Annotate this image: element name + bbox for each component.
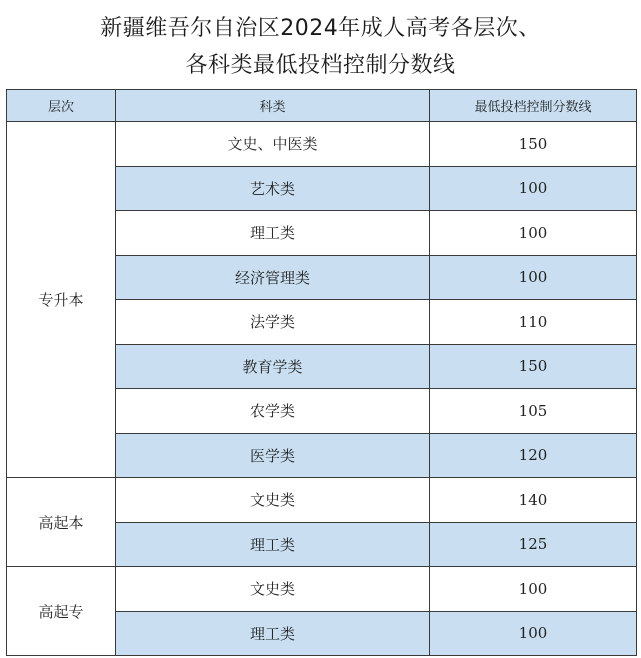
table-row — [7, 567, 637, 612]
score-cell: 105 — [430, 389, 637, 434]
score-cell: 110 — [430, 300, 637, 345]
category-cell: 法学类 — [116, 300, 430, 345]
score-cell: 100 — [430, 255, 637, 300]
header-score: 最低投档控制分数线 — [430, 90, 637, 122]
category-cell: 文史、中医类 — [116, 122, 430, 167]
category-cell: 理工类 — [116, 211, 430, 256]
category-cell: 教育学类 — [116, 344, 430, 389]
category-cell: 理工类 — [116, 611, 430, 656]
table-header-row — [7, 90, 637, 122]
level-cell: 高起本 — [7, 478, 116, 567]
category-cell: 艺术类 — [116, 166, 430, 211]
score-cell: 100 — [430, 211, 637, 256]
category-cell: 文史类 — [116, 478, 430, 523]
page-title-line-1: 新疆维吾尔自治区2024年成人高考各层次、 — [100, 16, 541, 41]
page-title-line-2: 各科类最低投档控制分数线 — [185, 53, 456, 78]
header-category: 科类 — [116, 90, 430, 122]
score-cell: 100 — [430, 611, 637, 656]
table-row — [7, 478, 637, 523]
category-cell: 农学类 — [116, 389, 430, 434]
score-cell: 100 — [430, 166, 637, 211]
header-level: 层次 — [7, 90, 116, 122]
score-cell: 120 — [430, 433, 637, 478]
category-cell: 经济管理类 — [116, 255, 430, 300]
level-cell: 专升本 — [7, 122, 116, 478]
table-row — [7, 122, 637, 167]
score-cell: 150 — [430, 122, 637, 167]
score-table — [6, 89, 637, 656]
category-cell: 医学类 — [116, 433, 430, 478]
score-cell: 150 — [430, 344, 637, 389]
level-cell: 高起专 — [7, 567, 116, 656]
score-cell: 140 — [430, 478, 637, 523]
category-cell: 理工类 — [116, 522, 430, 567]
category-cell: 文史类 — [116, 567, 430, 612]
score-cell: 125 — [430, 522, 637, 567]
score-cell: 100 — [430, 567, 637, 612]
